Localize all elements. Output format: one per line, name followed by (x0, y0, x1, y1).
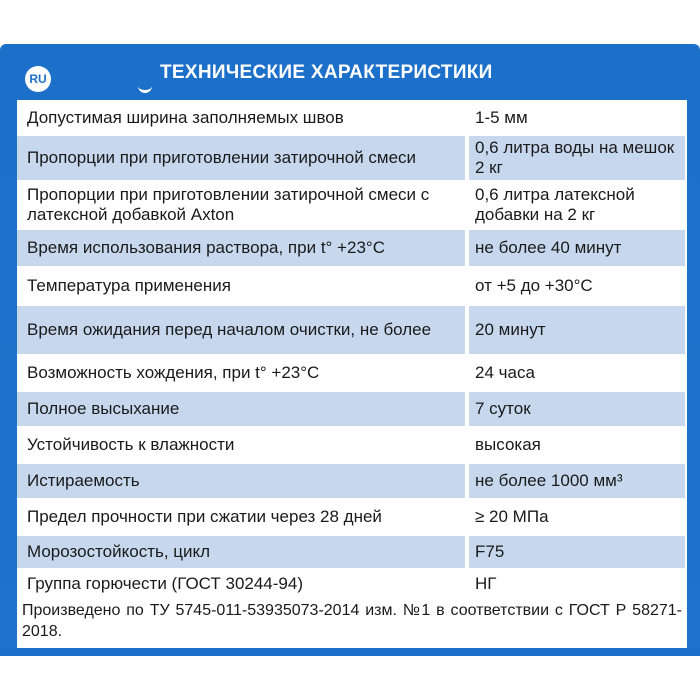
bottom-stripe (0, 648, 700, 656)
production-note: Произведено по ТУ 5745-011-53935073-2014 изм. №1 в соответствии с ГОСТ Р 58271-2018. (22, 602, 682, 640)
spec-table (17, 100, 687, 656)
row-value: 1-5 мм (475, 108, 528, 127)
row-value: F75 (469, 536, 685, 568)
table-row (17, 428, 687, 462)
table-row (17, 464, 687, 498)
table-row (17, 136, 687, 180)
table-row (17, 306, 687, 354)
row-label: Полное высыхание (17, 392, 465, 426)
row-label: Истираемость (17, 464, 465, 498)
row-value: ≥ 20 МПа (475, 507, 549, 526)
row-value: высокая (475, 435, 541, 454)
row-value: 7 суток (469, 392, 685, 426)
row-value: 20 минут (469, 306, 685, 354)
row-value: 0,6 литра латексной добавки на 2 кг (475, 185, 635, 224)
row-value: не более 1000 мм³ (469, 464, 685, 498)
row-label: Предел прочности при сжатии через 28 дней (27, 507, 382, 526)
swoosh-icon (138, 84, 152, 93)
section-header (0, 44, 700, 106)
table-row (17, 268, 687, 304)
row-label: Температура применения (27, 276, 231, 295)
row-value: не более 40 минут (469, 230, 685, 266)
table-row (17, 182, 687, 228)
row-label: Устойчивость к влажности (27, 435, 235, 454)
row-value: 24 часа (475, 363, 535, 382)
table-row (17, 356, 687, 390)
row-label: Время использования раствора, при t° +23°C (17, 230, 465, 266)
row-label: Пропорции при приготовлении затирочной смеси с латексной добавкой Axton (27, 185, 430, 224)
table-row (17, 570, 687, 598)
row-label: Группа горючести (ГОСТ 30244-94) (27, 574, 303, 593)
table-row (17, 536, 687, 568)
table-row (17, 500, 687, 534)
row-label: Пропорции при приготовлении затирочной смеси (17, 136, 465, 180)
row-label: Морозостойкость, цикл (17, 536, 465, 568)
row-value: 0,6 литра воды на мешок 2 кг (469, 136, 685, 180)
table-row (17, 230, 687, 266)
row-label: Возможность хождения, при t° +23°C (27, 363, 320, 382)
row-value: от +5 до +30°C (475, 276, 593, 295)
row-label: Допустимая ширина заполняемых швов (27, 108, 344, 127)
row-value: НГ (475, 574, 497, 593)
table-row (17, 102, 687, 134)
section-title: ТЕХНИЧЕСКИЕ ХАРАКТЕРИСТИКИ (160, 62, 493, 83)
language-badge: RU (25, 66, 51, 92)
table-row (17, 392, 687, 426)
row-label: Время ожидания перед началом очистки, не более (17, 306, 465, 354)
